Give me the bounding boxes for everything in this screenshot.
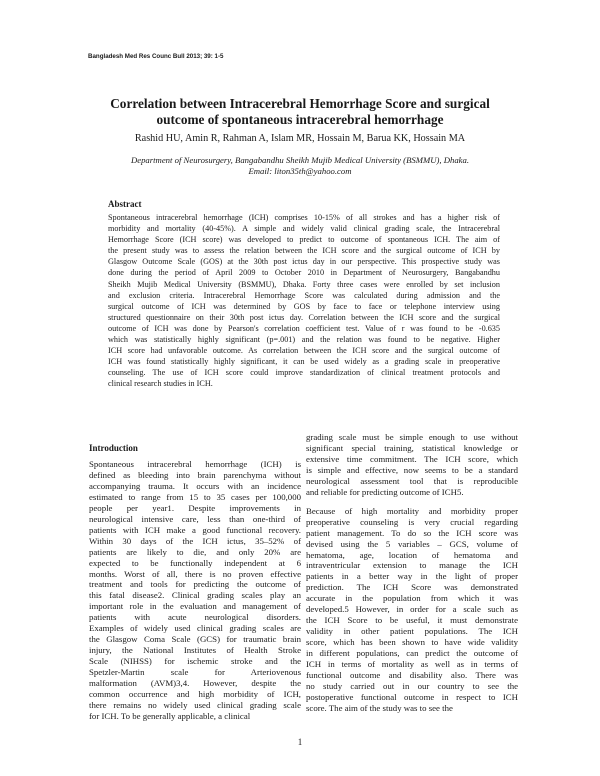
text-line: neurological assessment tool that is reproducible	[306, 475, 518, 486]
abstract-heading: Abstract	[108, 199, 142, 209]
text-line: Within 30 days of the ICH ictus, 35–52% of	[89, 535, 301, 546]
text-line: Because of high mortality and morbidity proper	[306, 505, 518, 516]
text-line: structured questionnaire on their 30th post ictus day. Correlation between the ICH score and the surgical	[108, 312, 500, 322]
text-line: clinical research studies in ICH.	[108, 379, 213, 389]
text-line: neurological intensive care, less than one-third of	[89, 513, 301, 524]
text-line: extensive time commitment. The ICH score, which	[306, 453, 518, 464]
text-line: functional outcome and disability also. There was	[306, 670, 518, 681]
text-line: score, which has been shown to have wide validity	[306, 637, 518, 648]
text-line: which was statistically highly significant (p=.001) and the relation was found to be negative. Higher	[108, 335, 500, 345]
text-line: Spontaneous intracerebral hemorrhage (ICH) comprises 10-15% of all strokes and has a higher risk of	[108, 213, 500, 222]
text-line: Sheikh Mujib Medical University (BSMMU), Dhaka. Forty three cases were enrolled by set inclusion	[108, 279, 500, 289]
introduction-heading: Introduction	[89, 443, 138, 453]
text-line: Spetzler-Martin scale for Arteriovenous	[89, 667, 301, 678]
text-line: ICH score had unfavorable outcome. As correlation between the ICH score and the surgical outcome of	[108, 346, 500, 356]
text-line: patients in a better way in the light of proper	[306, 571, 518, 582]
text-line: patients with ICH make a good functional recovery.	[89, 524, 301, 535]
text-line: expected to be functionally independent at 6	[89, 557, 301, 568]
text-line: postoperative functional outcome in respect to ICH	[306, 691, 518, 702]
text-line: and exclusion criteria. Intracerebral Hemorrhage Score was calculated during admission and the	[108, 290, 500, 300]
text-line: outcome of ICH was done by Pearson's correlation coefficient test. Value of r was found to be -0.635	[108, 323, 500, 333]
right-paragraph-1	[306, 432, 518, 498]
text-line: estimated to range from 15 to 35 cases per 100,000	[89, 491, 301, 502]
text-line: accurate in the population from which it was	[306, 593, 518, 604]
affiliation	[60, 155, 540, 177]
affiliation-line: Department of Neurosurgery, Bangabandhu Sheikh Mujib Medical University (BSMMU), Dhaka.	[130, 155, 470, 165]
page-number: 1	[297, 737, 303, 747]
text-line: score. The aim of the study was to see the	[306, 702, 453, 713]
text-line: Spontaneous intracerebral hemorrhage (ICH) is	[89, 459, 301, 469]
text-line: this fatal disease2. Clinical grading scales play an	[89, 590, 301, 601]
text-line: treatment and tools for predicting the outcome of	[89, 579, 301, 590]
text-line: no study carried out in our country to see the	[306, 680, 518, 691]
text-line: for ICH. To be generally applicable, a clinical	[89, 710, 251, 721]
text-line: in different populations, can predict the outcome of	[306, 648, 518, 659]
left-column	[89, 443, 301, 722]
text-line: developed.5 However, in order for a scale such as	[306, 604, 518, 615]
right-column	[306, 432, 518, 714]
text-line: patients with acute neurological disorders.	[89, 612, 301, 623]
text-line: Glasgow Outcome Scale (GOS) at the 30th post ictus day in our perspective. This prospective study was	[108, 257, 500, 267]
text-line: hematoma, age, location of hematoma and	[306, 549, 518, 560]
text-line: the present study was to assess the relation between the ICH score and the surgical outcome of ICH by	[108, 246, 500, 256]
title-line: Correlation between Intracerebral Hemorrhage Score and surgical	[110, 96, 490, 111]
text-line: malformation (AVM)3,4. However, despite the	[89, 678, 301, 689]
text-line: is simple and effective, now seems to be a standard	[306, 464, 518, 475]
title-line: outcome of spontaneous intracerebral hemorrhage	[156, 112, 444, 127]
text-line: patients are likely to die, and only 20% are	[89, 546, 301, 557]
text-line: prediction. The ICH Score was demonstrated	[306, 582, 518, 593]
text-line: important role in the evaluation and management of	[89, 601, 301, 612]
text-line: devised using the 5 variables – GCS, volume of	[306, 538, 518, 549]
text-line: common occurrence and high morbidity of ICH,	[89, 689, 301, 700]
text-line: there remains no widely used clinical grading scale	[89, 699, 301, 710]
text-line: the Glasgow Coma Scale (GCS) for traumatic brain	[89, 634, 301, 645]
text-line: injury, the National Institutes of Health Stroke	[89, 645, 301, 656]
journal-reference: Bangladesh Med Res Counc Bull 2013; 39: 1-5	[88, 53, 224, 60]
text-line: intraventricular extension to manage the ICH	[306, 560, 518, 571]
text-line: people per year1. Despite improvements in	[89, 502, 301, 513]
abstract-body	[108, 212, 500, 390]
text-line: months. Worst of all, there is no proven effective	[89, 568, 301, 579]
email-line: Email: liton35th@yahoo.com	[248, 166, 352, 176]
text-line: patient management. To do so the ICH score was	[306, 527, 518, 538]
text-line: Examples of widely used clinical grading scales are	[89, 623, 301, 634]
text-line: accompanying trauma. It occurs with an incidence	[89, 480, 301, 491]
text-line: Hemorrhage Score (ICH score) was developed to predict to outcome of spontaneous ICH. The aim of	[108, 235, 500, 245]
text-line: counseling. The use of ICH score could improve standardization of clinical treatment protocols and	[108, 368, 500, 378]
text-line: preoperative counseling is very crucial regarding	[306, 516, 518, 527]
introduction-text	[89, 459, 301, 722]
right-paragraph-2	[306, 506, 518, 714]
text-line: Scale (NIHSS) for ischemic stroke and the	[89, 656, 301, 667]
text-line: significant special training, statistical knowledge or	[306, 442, 518, 453]
text-line: morbidity and mortality (40-45%). A simple and widely valid clinical grading scale, the Intracerebral	[108, 224, 500, 234]
text-line: ICH in terms of mortality as well as in terms of	[306, 659, 518, 670]
text-line: surgical outcome of ICH was determined by GOS by face to face or telephone interview using	[108, 301, 500, 311]
text-line: validity in other patient populations. The ICH	[306, 626, 518, 637]
text-line: ICH was found statistically highly significant, it can be used widely as a grading scale in preoperative	[108, 357, 500, 367]
text-line: defined as bleeding into brain parenchyma without	[89, 469, 301, 480]
author-list: Rashid HU, Amin R, Rahman A, Islam MR, Hossain M, Barua KK, Hossain MA	[134, 133, 466, 144]
text-line: the ICH Score to be useful, it must demonstrate	[306, 615, 518, 626]
paper-title	[60, 96, 540, 128]
text-line: done during the period of April 2009 to October 2010 in Department of Neurosurgery, Bangabandhu	[108, 268, 500, 278]
text-line: and reliable for predicting outcome of ICH5.	[306, 486, 464, 497]
text-line: grading scale must be simple enough to use without	[306, 432, 518, 442]
